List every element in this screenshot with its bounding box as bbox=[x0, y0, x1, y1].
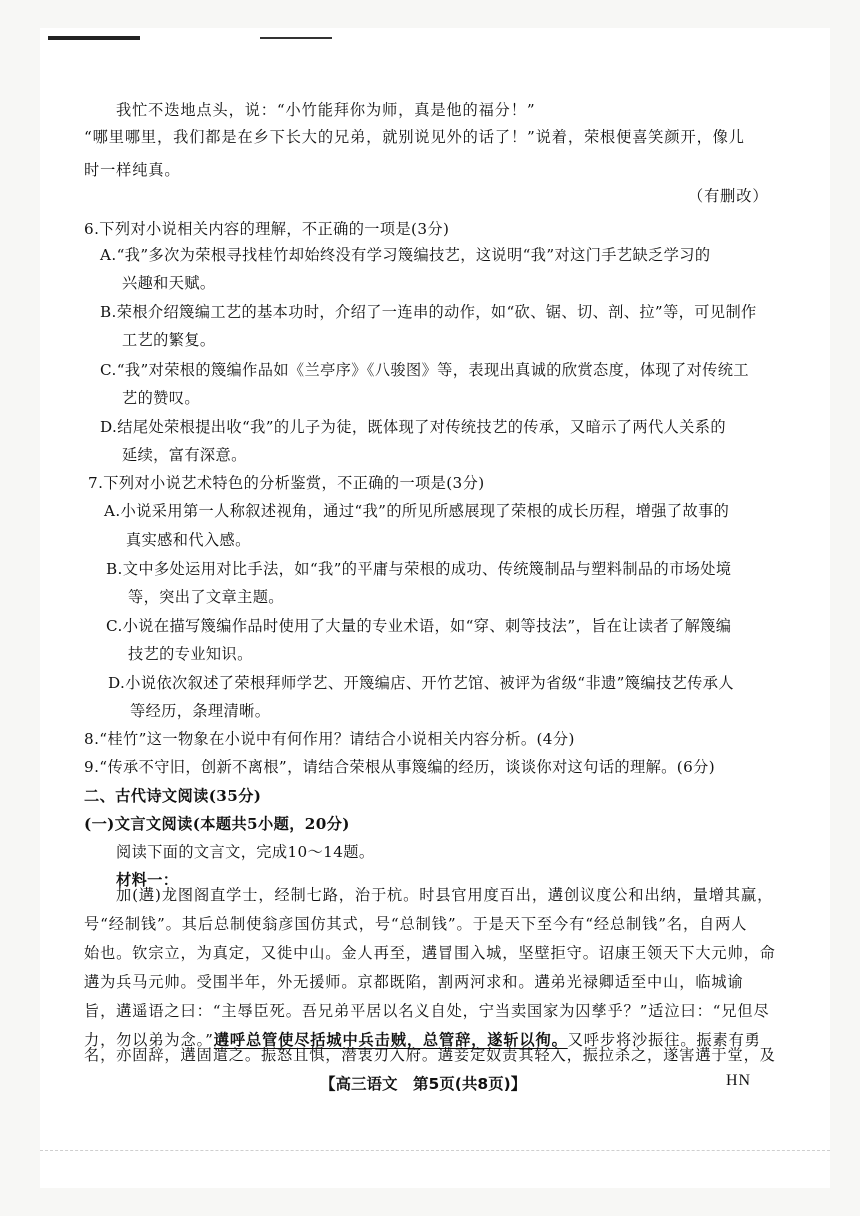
question-6-stem: 6.下列对小说相关内容的理解，不正确的一项是(3分) bbox=[84, 220, 450, 238]
q7-option-d: D.小说依次叙述了荣根拜师学艺、开篾编店、开竹艺馆、被评为省级“非遗”篾编技艺传承人 bbox=[108, 674, 734, 692]
exam-code: HN bbox=[726, 1072, 752, 1089]
question-7-stem: 7.下列对小说艺术特色的分析鉴赏，不正确的一项是(3分) bbox=[88, 474, 485, 492]
q7-option-b: B.文中多处运用对比手法，如“我”的平庸与荣根的成功、传统篾制品与塑料制品的市场处境 bbox=[106, 560, 732, 578]
classical-line: 加(遘)龙图阁直学士，经制七路，治于杭。时县官用度百出，遘创议度公和出纳，量增其赢， bbox=[116, 886, 774, 904]
q7-option-c: C.小说在描写篾编作品时使用了大量的专业术语，如“穿、刺等技法”，旨在让读者了解篾编 bbox=[106, 617, 732, 635]
classical-line: 名，亦固辞，遘固遣之。振怒且惧，潜衷刃入府。遘妾定奴责其轻入，振拉杀之，遂害遘于堂，及 bbox=[84, 1046, 776, 1064]
material-label: 材料一： bbox=[116, 871, 179, 889]
q6-option-b: B.荣根介绍篾编工艺的基本功时，介绍了一连串的动作，如“砍、锯、切、剖、拉”等，可见制作 bbox=[100, 303, 757, 321]
classical-line: 始也。钦宗立，为真定，又徙中山。金人再至，遘冒围入城，坚壁拒守。诏康王领天下大元帅，命 bbox=[84, 944, 776, 962]
q7-option-d-cont: 等经历，条理清晰。 bbox=[130, 702, 271, 720]
classical-segment: 又呼步将沙振往。振素有勇 bbox=[567, 1031, 761, 1049]
scan-mark bbox=[260, 37, 332, 39]
q7-option-c-cont: 技艺的专业知识。 bbox=[128, 645, 253, 663]
question-8: 8.“桂竹”这一物象在小说中有何作用？请结合小说相关内容分析。(4分) bbox=[84, 730, 575, 748]
source-note: （有删改） bbox=[688, 187, 769, 205]
classical-line: 号“经制钱”。其后总制使翁彦国仿其式，号“总制钱”。于是天下至今有“经总制钱”名，自两人 bbox=[84, 915, 748, 933]
q6-option-c-cont: 艺的赞叹。 bbox=[122, 389, 200, 407]
q6-option-d-cont: 延续，富有深意。 bbox=[122, 446, 247, 464]
q7-option-a-cont: 真实感和代入感。 bbox=[126, 531, 251, 549]
section-title: 二、古代诗文阅读(35分) bbox=[84, 787, 262, 805]
q7-option-a: A.小说采用第一人称叙述视角，通过“我”的所见所感展现了荣根的成长历程，增强了故事的 bbox=[104, 502, 730, 520]
q6-option-c: C.“我”对荣根的篾编作品如《兰亭序》《八骏图》等，表现出真诚的欣赏态度，体现了对传统工 bbox=[100, 361, 749, 379]
classical-line: 旨，遘遥语之曰：“主辱臣死。吾兄弟平居以名义自处，宁当卖国家为囚孳乎？”适泣曰：“兄但尽 bbox=[84, 1002, 770, 1020]
q6-option-b-cont: 工艺的繁复。 bbox=[122, 331, 216, 349]
q6-option-a: A.“我”多次为荣根寻找桂竹却始终没有学习篾编技艺，这说明“我”对这门手艺缺乏学习的 bbox=[100, 246, 711, 264]
passage-line: “哪里哪里，我们都是在乡下长大的兄弟，就别说见外的话了！”说着，荣根便喜笑颜开，像儿 bbox=[84, 128, 745, 146]
scan-mark bbox=[48, 36, 140, 40]
divider bbox=[40, 1150, 830, 1151]
q6-option-d: D.结尾处荣根提出收“我”的儿子为徒，既体现了对传统技艺的传承，又暗示了两代人关系的 bbox=[100, 418, 726, 436]
classical-segment: 力，勿以弟为念。” bbox=[84, 1031, 214, 1049]
passage-line: 我忙不迭地点头，说：“小竹能拜你为师，真是他的福分！” bbox=[116, 101, 536, 119]
page-footer: 【高三语文 第5页(共8页)】 bbox=[320, 1075, 527, 1093]
question-9: 9.“传承不守旧，创新不离根”，请结合荣根从事篾编的经历，谈谈你对这句话的理解。(6分) bbox=[84, 758, 716, 776]
q6-option-a-cont: 兴趣和天赋。 bbox=[122, 274, 216, 292]
classical-line: 遘为兵马元帅。受围半年，外无援师。京都既陷，割两河求和。遘弟光禄卿适至中山，临城谕 bbox=[84, 973, 744, 991]
passage-line: 时一样纯真。 bbox=[84, 161, 181, 179]
q7-option-b-cont: 等，突出了文章主题。 bbox=[128, 588, 284, 606]
underlined-sentence: 遘呼总管使尽括城中兵击贼，总管辞，遂斩以徇。 bbox=[213, 1031, 568, 1049]
instruction: 阅读下面的文言文，完成10～14题。 bbox=[116, 843, 375, 861]
subsection-title: (一)文言文阅读(本题共5小题，20分) bbox=[84, 815, 350, 833]
